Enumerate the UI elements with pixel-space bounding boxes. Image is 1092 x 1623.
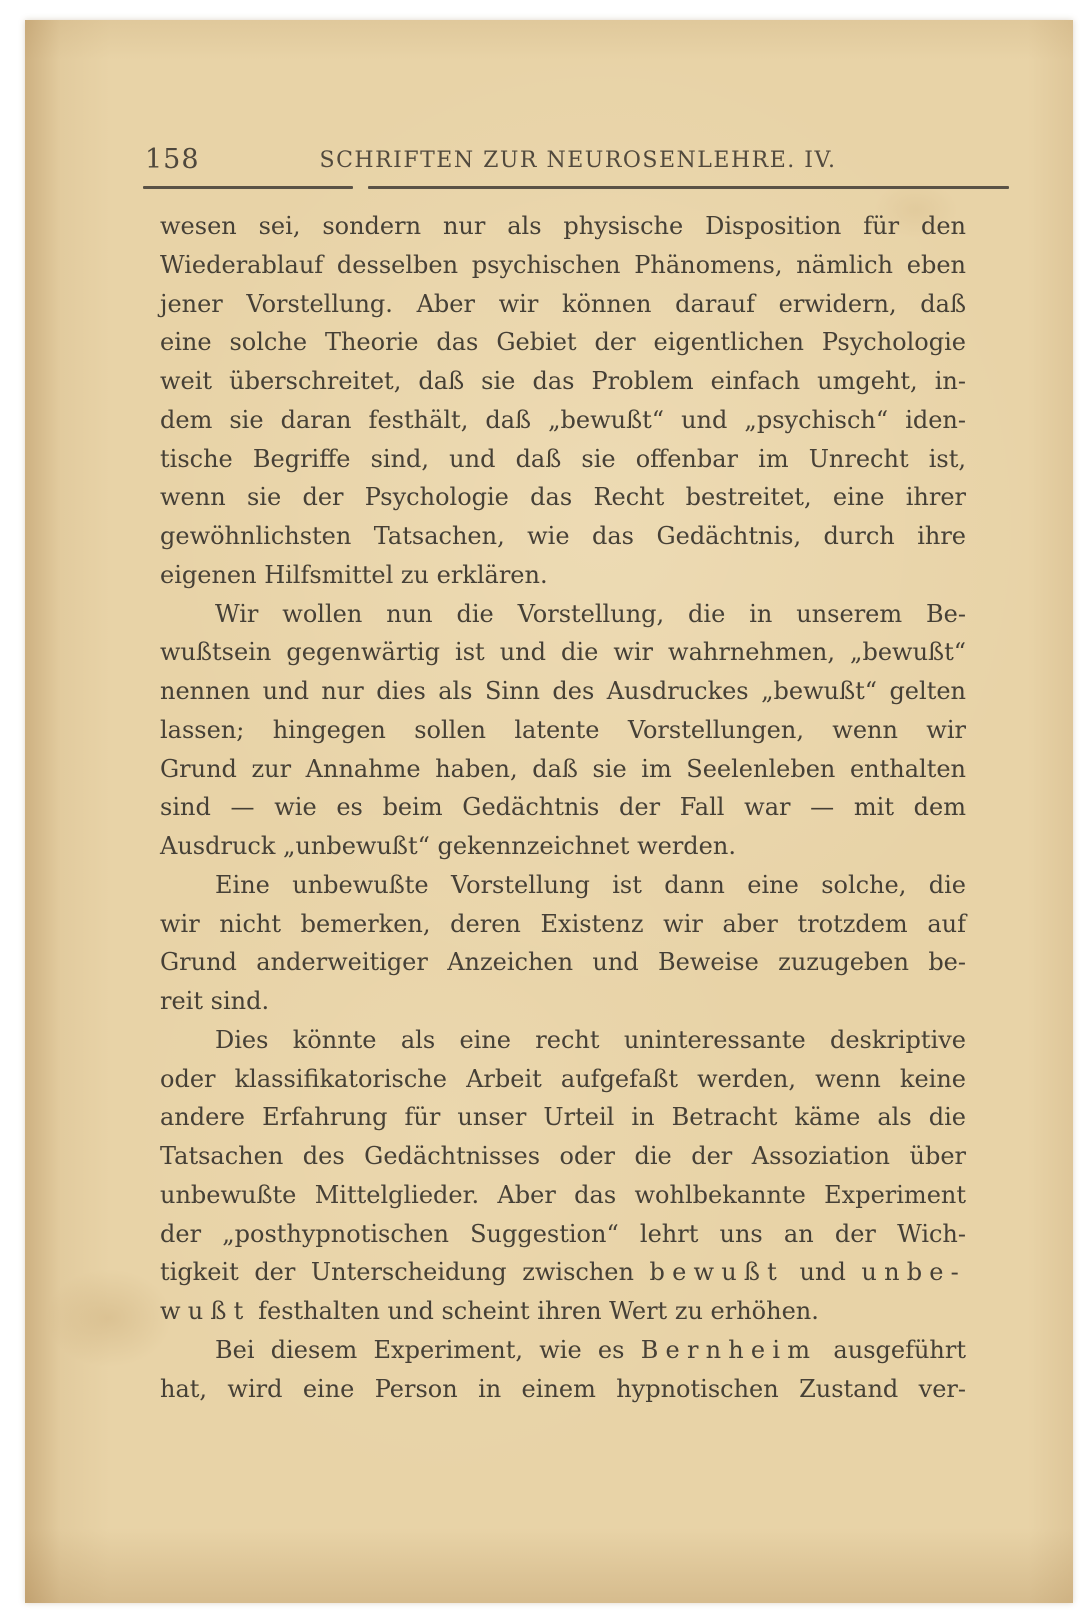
text-line: eigenen Hilfsmittel zu erklären. (160, 560, 548, 589)
header-rule-right (368, 186, 1009, 189)
letterspaced-text: unbe- (861, 1258, 966, 1287)
running-header: SCHRIFTEN ZUR NEUROSENLEHRE. IV. (319, 148, 837, 173)
text-line: eine solche Theorie das Gebiet der eigentlichen Psychologie (160, 328, 966, 357)
text-line: oder klassifikatorische Arbeit aufgefaßt werden, wenn keine (160, 1064, 966, 1093)
letterspaced-text: bewußt (649, 1258, 784, 1287)
text-line: wenn sie der Psychologie das Recht bestreitet, eine ihrer (160, 483, 966, 512)
text-line: Grund zur Annahme haben, daß sie im Seelenleben enthalten (160, 754, 966, 783)
text-line: Wiederablauf desselben psychischen Phänomens, nämlich eben (160, 250, 966, 279)
text-line: Ausdruck „unbewußt“ gekennzeichnet werden. (160, 832, 736, 860)
running-header-container (175, 150, 981, 172)
page-body (160, 207, 966, 1408)
text-line: weit überschreitet, daß sie das Problem einfach umgeht, in- (160, 367, 966, 395)
text-line: unbewußte Mittelglieder. Aber das wohlbekannte Experiment (160, 1180, 966, 1209)
text-line: tigkeit der Unterscheidung zwischen bewußt und unbe- (160, 1258, 966, 1287)
text-line: gewöhnlichsten Tatsachen, wie das Gedächtnis, durch ihre (160, 522, 966, 550)
page-number: 158 (145, 144, 200, 175)
letterspaced-text: Bernheim (640, 1335, 818, 1364)
header-rule-left (143, 186, 353, 189)
text-line: nennen und nur dies als Sinn des Ausdruckes „bewußt“ gelten (160, 677, 966, 705)
text-line: tische Begriffe sind, und daß sie offenbar im Unrecht ist, (160, 444, 966, 473)
text-line: Bei diesem Experiment, wie es Bernheim ausgeführt (215, 1335, 966, 1364)
text-line: reit sind. (160, 987, 270, 1015)
book-page (25, 20, 1073, 1603)
text-line: wußtsein gegenwärtig ist und die wir wahrnehmen, „bewußt“ (160, 638, 966, 667)
text-line: lassen; hingegen sollen latente Vorstellungen, wenn wir (160, 715, 966, 744)
text-line: Tatsachen des Gedächtnisses oder die der Assoziation über (160, 1142, 966, 1170)
text-line: wußt festhalten und scheint ihren Wert zu erhöhen. (160, 1297, 819, 1325)
text-line: jener Vorstellung. Aber wir können darauf erwidern, daß (160, 289, 966, 318)
text-line: wir nicht bemerken, deren Existenz wir aber trotzdem auf (160, 909, 966, 938)
text-line: Dies könnte als eine recht uninteressante deskriptive (215, 1025, 966, 1054)
text-line: der „posthypnotischen Suggestion“ lehrt uns an der Wich- (160, 1219, 966, 1248)
text-line: Wir wollen nun die Vorstellung, die in unserem Be- (215, 599, 966, 628)
text-line: hat, wird eine Person in einem hypnotischen Zustand ver- (160, 1374, 966, 1403)
text-line: sind — wie es beim Gedächtnis der Fall war — mit dem (160, 793, 966, 822)
text-line: wesen sei, sondern nur als physische Disposition für den (160, 212, 966, 240)
text-line: Grund anderweitiger Anzeichen und Beweise zuzugeben be- (160, 948, 966, 977)
letterspaced-text: wußt (160, 1297, 251, 1325)
text-line: Eine unbewußte Vorstellung ist dann eine solche, die (215, 870, 966, 899)
text-line: dem sie daran festhält, daß „bewußt“ und „psychisch“ iden- (160, 405, 966, 434)
text-line: andere Erfahrung für unser Urteil in Betracht käme als die (160, 1103, 966, 1132)
